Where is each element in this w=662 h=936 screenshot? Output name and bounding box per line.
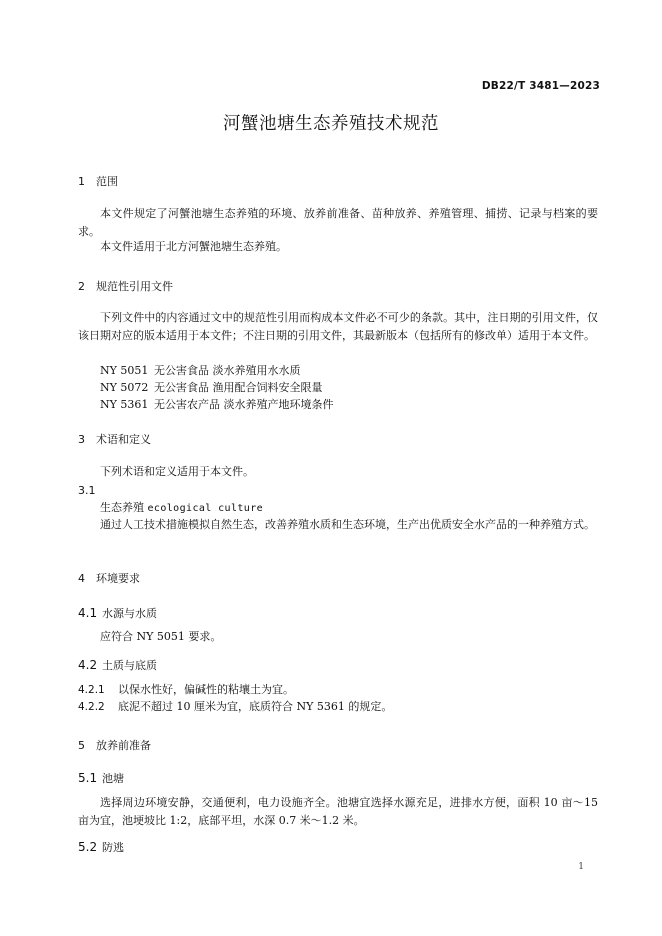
section-title: 池塘: [102, 772, 124, 785]
section-number: 1: [78, 175, 85, 188]
term-definition: 通过人工技术措施模拟自然生态，改善养殖水质和生态环境，生产出优质安全水产品的一种养殖方式。: [100, 518, 595, 531]
section-1-paragraph-2: 本文件适用于北方河蟹池塘生态养殖。: [100, 240, 287, 253]
section-title: 环境要求: [96, 572, 140, 585]
clause-4-2-2: [78, 698, 392, 716]
section-title: 水源与水质: [102, 607, 157, 620]
clause-text: 以保水性好，偏碱性的粘壤土为宜。: [118, 683, 294, 696]
section-5-1-text: 选择周边环境安静，交通便利，电力设施齐全。池塘宜选择水源充足，进排水方便，面积 10 亩～15 亩为宜，池埂坡比 1:2，底部平坦，水深 0.7 米～1.2 米。: [78, 796, 598, 827]
reference-code: NY 5051: [100, 364, 149, 377]
section-number: 2: [78, 280, 85, 293]
clause-4-2-1: [78, 681, 294, 699]
section-number: 4: [78, 572, 85, 585]
section-title: 防逃: [102, 841, 124, 854]
standard-code: DB22/T 3481—2023: [481, 80, 600, 92]
section-number: 4.1: [78, 606, 98, 620]
section-2-heading: [78, 278, 173, 294]
document-title: 河蟹池塘生态养殖技术规范: [223, 114, 439, 134]
section-5-1-heading: [78, 770, 124, 786]
section-3-paragraph-1: 下列术语和定义适用于本文件。: [100, 465, 254, 478]
section-number: 3: [78, 433, 85, 446]
section-5-2-heading: [78, 839, 124, 855]
section-number: 4.2: [78, 658, 98, 672]
section-4-heading: [78, 570, 140, 586]
clause-text: 底泥不超过 10 厘米为宜，底质符合 NY 5361 的规定。: [118, 700, 393, 713]
section-title: 范围: [96, 175, 118, 188]
section-4-2-heading: [78, 657, 157, 673]
reference-code: NY 5361: [100, 398, 149, 411]
reference-name: 无公害食品 淡水养殖用水水质: [154, 364, 301, 377]
section-number: 5.1: [78, 771, 98, 785]
clause-number: 4.2.2: [78, 701, 105, 713]
section-4-1-heading: [78, 605, 157, 621]
section-title: 规范性引用文件: [96, 280, 173, 293]
clause-number: 4.2.1: [78, 684, 105, 696]
reference-item: [78, 396, 334, 414]
reference-name: 无公害食品 渔用配合饲料安全限量: [154, 381, 323, 394]
reference-name: 无公害农产品 淡水养殖产地环境条件: [154, 398, 334, 411]
section-5-heading: [78, 737, 151, 753]
reference-code: NY 5072: [100, 381, 149, 394]
term-number: 3.1: [78, 484, 96, 497]
reference-item: [78, 362, 301, 380]
section-number: 5: [78, 739, 85, 752]
page-number: 1: [578, 862, 584, 872]
section-title: 放养前准备: [96, 739, 151, 752]
section-3-heading: [78, 431, 151, 447]
section-2-paragraph-1: 下列文件中的内容通过文中的规范性引用而构成本文件必不可少的条款。其中，注日期的引用文件，仅该日期对应的版本适用于本文件；不注日期的引用文件，其最新版本（包括所有的修改单）适用于本文件。: [78, 311, 598, 342]
section-title: 土质与底质: [102, 659, 157, 672]
section-1-heading: [78, 173, 118, 189]
section-number: 5.2: [78, 840, 98, 854]
reference-item: [78, 379, 323, 397]
term-chinese: 生态养殖: [100, 501, 144, 514]
term-english: ecological culture: [147, 503, 264, 514]
section-title: 术语和定义: [96, 433, 151, 446]
section-1-paragraph-1: 本文件规定了河蟹池塘生态养殖的环境、放养前准备、苗种放养、养殖管理、捕捞、记录与档案的要求。: [78, 207, 598, 238]
section-4-1-text: 应符合 NY 5051 要求。: [100, 630, 222, 643]
